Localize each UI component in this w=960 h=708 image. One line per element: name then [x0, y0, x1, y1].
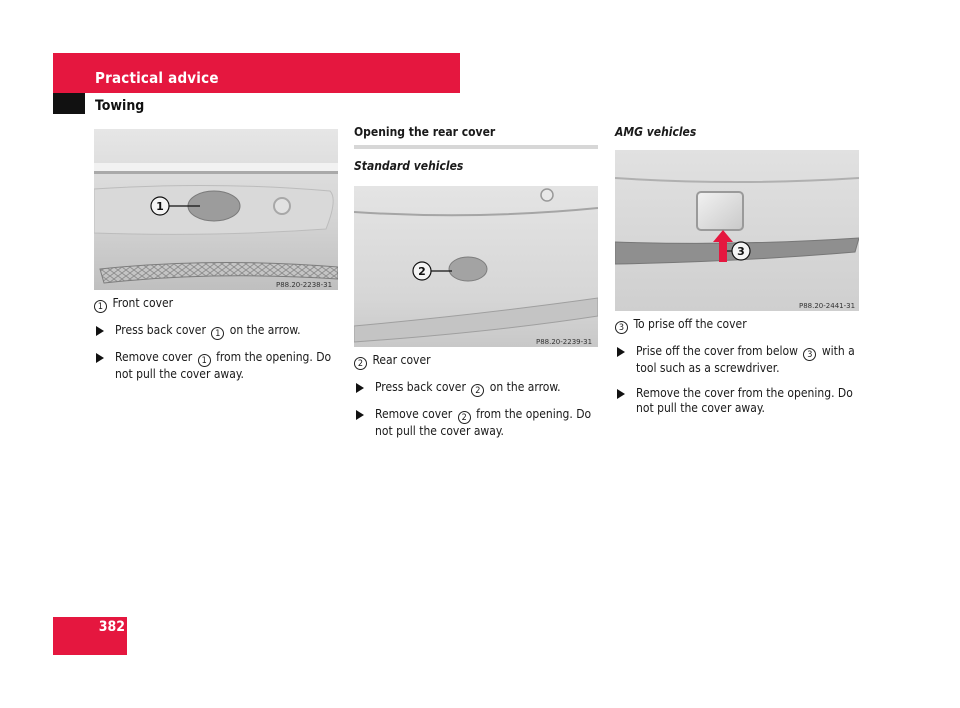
- front-cover-figure: [94, 129, 338, 290]
- triangle-right-icon: [96, 353, 104, 363]
- subheading: AMG vehicles: [615, 125, 697, 139]
- caption: [94, 296, 338, 313]
- instruction-step: Prise off the cover from below 3 with a tool such as a screwdriver.: [615, 344, 859, 376]
- instruction-step: Remove cover 1 from the opening. Do not pull the cover away.: [94, 350, 338, 382]
- callout-ref-icon: 3: [803, 348, 816, 361]
- callout-ref-icon: 2: [458, 411, 471, 424]
- column-amg: [615, 125, 859, 416]
- caption-text: To prise off the cover: [633, 317, 747, 331]
- figure-code: P88.20-2441-31: [799, 302, 856, 310]
- figure-callout: 3: [737, 245, 745, 258]
- caption-text: Rear cover: [372, 353, 431, 367]
- heading-rule: [354, 145, 598, 149]
- instruction-step: Remove cover 2 from the opening. Do not pull the cover away.: [354, 407, 598, 439]
- column-front-cover: [94, 129, 338, 382]
- rear-cover-figure: [354, 186, 598, 347]
- front-bumper-illustration: [94, 129, 338, 290]
- figure-callout: 2: [418, 265, 426, 278]
- callout-ref-icon: 2: [354, 357, 367, 370]
- figure-callout: 1: [156, 200, 164, 213]
- callout-ref-icon: 1: [211, 327, 224, 340]
- triangle-right-icon: [356, 410, 364, 420]
- figure-code: P88.20-2238-31: [276, 281, 333, 289]
- rear-bumper-illustration: [354, 186, 598, 347]
- triangle-right-icon: [617, 347, 625, 357]
- instruction-step: Press back cover 2 on the arrow.: [354, 380, 598, 397]
- caption: [354, 353, 598, 370]
- triangle-right-icon: [617, 389, 625, 399]
- figure-code: P88.20-2239-31: [536, 338, 593, 346]
- triangle-right-icon: [356, 383, 364, 393]
- section-title: Practical advice: [95, 69, 219, 87]
- callout-ref-icon: 3: [615, 321, 628, 334]
- page-number: 382: [98, 619, 125, 635]
- instruction-step: Press back cover 1 on the arrow.: [94, 323, 338, 340]
- callout-ref-icon: 2: [471, 384, 484, 397]
- subheading: Standard vehicles: [354, 159, 464, 173]
- callout-ref-icon: 1: [198, 354, 211, 367]
- caption: [615, 317, 859, 334]
- triangle-right-icon: [96, 326, 104, 336]
- callout-ref-icon: 1: [94, 300, 107, 313]
- caption-text: Front cover: [112, 296, 174, 310]
- column-rear-cover: [354, 125, 598, 439]
- subsection-title: Towing: [95, 98, 145, 114]
- subsection-marker: [53, 93, 85, 114]
- section-heading: Opening the rear cover: [354, 125, 496, 139]
- amg-bumper-illustration: [615, 150, 859, 311]
- amg-cover-figure: [615, 150, 859, 311]
- instruction-step: Remove the cover from the opening. Do not pull the cover away.: [615, 386, 859, 416]
